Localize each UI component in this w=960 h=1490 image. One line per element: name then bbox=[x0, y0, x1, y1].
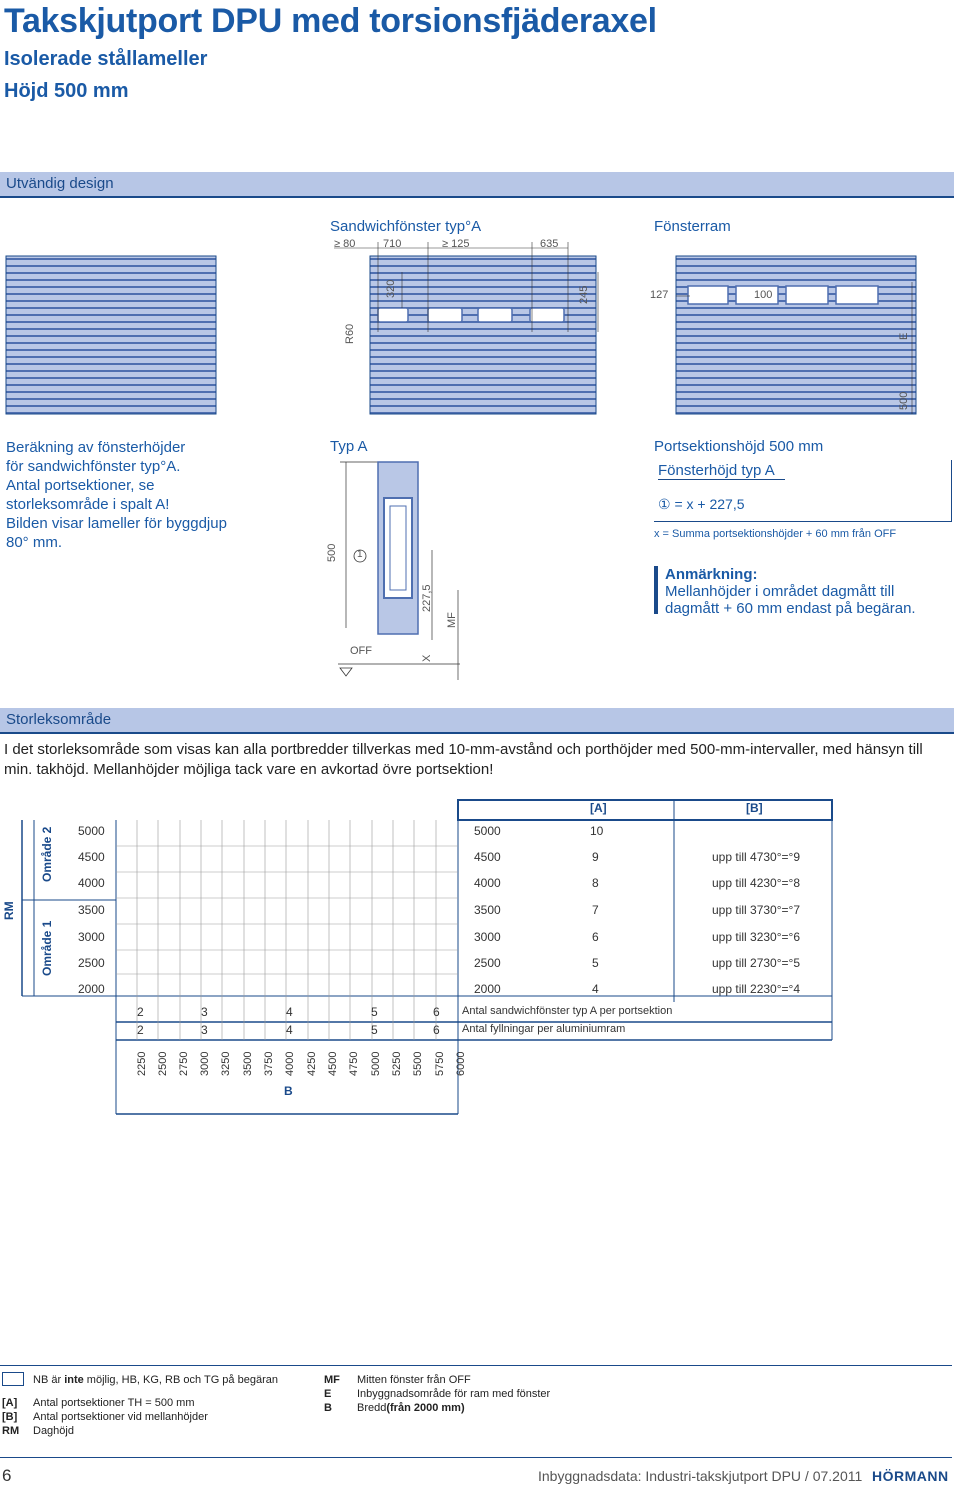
note-line-2: dagmått + 60 mm endast på begäran. bbox=[665, 600, 916, 617]
width-label: 4500 bbox=[327, 1051, 339, 1076]
width-label: 5750 bbox=[434, 1051, 446, 1076]
nb-note-pre: NB är bbox=[33, 1374, 65, 1386]
footer-divider bbox=[0, 1457, 952, 1458]
row-height: 4000 bbox=[78, 876, 105, 890]
size-description-line: I det storleksområde som visas kan alla portbredder tillverkas med 10-mm-avstånd och porthöjder med 500-mm-intervaller, med hänsyn till bbox=[4, 741, 923, 758]
omrade-2-label: Område 2 bbox=[40, 826, 54, 882]
sandwich-window-label: Sandwichfönster typ°A bbox=[330, 218, 482, 235]
row-height: 3000 bbox=[78, 930, 105, 944]
width-label: 5000 bbox=[370, 1051, 382, 1076]
row-b: upp till 2230°=°4 bbox=[712, 982, 800, 996]
footer-text: Inbyggnadsdata: Industri-takskjutport DPU / 07.2011 bbox=[538, 1468, 863, 1484]
row-height-right: 4000 bbox=[474, 876, 501, 890]
dim-710: 710 bbox=[383, 238, 402, 250]
calc-line: 80° mm. bbox=[6, 534, 63, 551]
typ-a-section-drawing bbox=[320, 450, 480, 680]
window-height-formula: ① = x + 227,5 bbox=[658, 496, 745, 512]
windows-count: 2 bbox=[137, 1005, 144, 1019]
width-label: 5500 bbox=[412, 1051, 424, 1076]
row-height: 2000 bbox=[78, 982, 105, 996]
row-height: 5000 bbox=[78, 824, 105, 838]
door-frame-panel bbox=[676, 256, 916, 414]
legend-value: Antal portsektioner TH = 500 mm bbox=[33, 1397, 195, 1409]
dim-125: ≥ 125 bbox=[442, 238, 470, 250]
width-axis-title: B bbox=[284, 1084, 293, 1098]
width-label: 2500 bbox=[157, 1051, 169, 1076]
legend-key: [A] bbox=[2, 1397, 18, 1409]
dim-100: 100 bbox=[754, 289, 773, 301]
dim-500: 500 bbox=[898, 391, 910, 410]
width-label: 6000 bbox=[455, 1051, 467, 1076]
size-section-bar bbox=[0, 708, 954, 734]
windows-label: Antal sandwichfönster typ A per portsektion bbox=[462, 1005, 673, 1017]
page-title: Takskjutport DPU med torsionsfjäderaxel bbox=[4, 2, 657, 40]
fills-count: 6 bbox=[433, 1023, 440, 1037]
dim-80: ≥ 80 bbox=[334, 238, 356, 250]
note-accent bbox=[654, 566, 658, 614]
row-height: 4500 bbox=[78, 850, 105, 864]
row-height-right: 4500 bbox=[474, 850, 501, 864]
calc-description bbox=[6, 438, 306, 552]
width-label: 3250 bbox=[220, 1051, 232, 1076]
row-b: upp till 3230°=°6 bbox=[712, 930, 800, 944]
section-dim-2275: 227,5 bbox=[421, 584, 433, 612]
dim-245: 245 bbox=[578, 285, 590, 304]
windows-count: 4 bbox=[286, 1005, 293, 1019]
section-x: X bbox=[421, 654, 433, 662]
fills-count: 4 bbox=[286, 1023, 293, 1037]
page-subtitle-2: Höjd 500 mm bbox=[4, 80, 129, 102]
hormann-logo: HÖRMANN bbox=[872, 1468, 949, 1484]
x-definition: x = Summa portsektionshöjder + 60 mm från OFF bbox=[654, 528, 897, 540]
row-a: 8 bbox=[592, 876, 599, 890]
legend-divider bbox=[0, 1365, 952, 1366]
windows-count: 3 bbox=[201, 1005, 208, 1019]
legend-value: Daghöjd bbox=[33, 1425, 74, 1437]
row-a: 5 bbox=[592, 956, 599, 970]
legend-value: Mitten fönster från OFF bbox=[357, 1374, 471, 1386]
dim-635: 635 bbox=[540, 238, 559, 250]
page-subtitle-1: Isolerade stållameller bbox=[4, 48, 208, 70]
design-section-bar bbox=[0, 172, 954, 198]
row-height-right: 3000 bbox=[474, 930, 501, 944]
legend-value: Inbyggnadsområde för ram med fönster bbox=[357, 1388, 551, 1400]
page-number: 6 bbox=[2, 1466, 12, 1485]
calc-line: Bilden visar lameller för byggdjup bbox=[6, 515, 227, 532]
legend-left bbox=[2, 1396, 208, 1438]
port-height-label: Portsektionshöjd 500 mm bbox=[654, 438, 824, 455]
note-title: Anmärkning: bbox=[665, 566, 758, 583]
width-label: 4000 bbox=[284, 1051, 296, 1076]
width-label: 5250 bbox=[391, 1051, 403, 1076]
width-label: 4250 bbox=[306, 1051, 318, 1076]
calc-line: storleksområde i spalt A! bbox=[6, 496, 170, 513]
width-label: 3000 bbox=[199, 1051, 211, 1076]
row-a: 10 bbox=[590, 824, 604, 838]
dim-r60: R60 bbox=[344, 323, 356, 344]
calc-line: Beräkning av fönsterhöjder bbox=[6, 439, 186, 456]
windows-count: 6 bbox=[433, 1005, 440, 1019]
section-off: OFF bbox=[350, 645, 372, 657]
fills-count: 5 bbox=[371, 1023, 378, 1037]
dim-127: 127 bbox=[650, 289, 669, 301]
dim-320: 320 bbox=[385, 279, 397, 298]
nb-box-icon bbox=[2, 1372, 24, 1386]
legend-key: B bbox=[324, 1402, 332, 1414]
rm-label: RM bbox=[2, 901, 16, 920]
row-height: 3500 bbox=[78, 903, 105, 917]
width-label: 2750 bbox=[178, 1051, 190, 1076]
row-height-right: 3500 bbox=[474, 903, 501, 917]
windows-count: 5 bbox=[371, 1005, 378, 1019]
width-label: 2250 bbox=[136, 1051, 148, 1076]
row-a: 4 bbox=[592, 982, 599, 996]
row-b: upp till 2730°=°5 bbox=[712, 956, 800, 970]
row-height-right: 2000 bbox=[474, 982, 501, 996]
door-design-drawings bbox=[0, 232, 960, 422]
window-frame-label: Fönsterram bbox=[654, 218, 731, 235]
col-b-header: [B] bbox=[746, 801, 763, 815]
nb-note-bold: inte bbox=[64, 1374, 84, 1386]
legend-key: [B] bbox=[2, 1411, 18, 1423]
legend-key: MF bbox=[324, 1374, 340, 1386]
nb-note-post: möjlig, HB, KG, RB och TG på begäran bbox=[83, 1374, 278, 1386]
row-a: 9 bbox=[592, 850, 599, 864]
legend-value-bold: (från 2000 mm) bbox=[386, 1402, 465, 1414]
col-a-header: [A] bbox=[590, 801, 607, 815]
calc-line: Antal portsektioner, se bbox=[6, 477, 155, 494]
fills-count: 3 bbox=[201, 1023, 208, 1037]
nb-note bbox=[33, 1373, 278, 1387]
design-section-title: Utvändig design bbox=[6, 175, 114, 192]
size-description-line: min. takhöjd. Mellanhöjder möjliga tack vare en avkortad övre portsektion! bbox=[4, 761, 494, 778]
row-b: upp till 4730°=°9 bbox=[712, 850, 800, 864]
row-height-right: 5000 bbox=[474, 824, 501, 838]
dim-e: E bbox=[898, 332, 910, 340]
width-label: 3750 bbox=[263, 1051, 275, 1076]
fills-count: 2 bbox=[137, 1023, 144, 1037]
section-dim-mf: MF bbox=[446, 612, 458, 628]
row-a: 7 bbox=[592, 903, 599, 917]
row-height: 2500 bbox=[78, 956, 105, 970]
legend-value: Antal portsektioner vid mellanhöjder bbox=[33, 1411, 208, 1423]
legend-right bbox=[324, 1373, 550, 1415]
row-b: upp till 3730°=°7 bbox=[712, 903, 800, 917]
window-height-box bbox=[654, 460, 952, 522]
note-line-1: Mellanhöjder i området dagmått till bbox=[665, 583, 895, 600]
door-plain-panel bbox=[6, 256, 216, 414]
calc-line: för sandwichfönster typ°A. bbox=[6, 458, 181, 475]
width-label: 4750 bbox=[348, 1051, 360, 1076]
size-section-title: Storleksområde bbox=[6, 711, 112, 728]
typ-a-label: Typ A bbox=[330, 438, 368, 455]
legend-key: E bbox=[324, 1388, 332, 1400]
door-sandwich-panel bbox=[370, 256, 596, 414]
row-b: upp till 4230°=°8 bbox=[712, 876, 800, 890]
window-height-title: Fönsterhöjd typ A bbox=[658, 462, 785, 480]
fills-label: Antal fyllningar per aluminiumram bbox=[462, 1023, 626, 1035]
row-a: 6 bbox=[592, 930, 599, 944]
omrade-1-label: Område 1 bbox=[40, 920, 54, 976]
width-label: 3500 bbox=[242, 1051, 254, 1076]
section-dim-500: 500 bbox=[326, 543, 338, 562]
size-description bbox=[4, 740, 954, 780]
legend-value: Bredd bbox=[357, 1402, 387, 1414]
row-height-right: 2500 bbox=[474, 956, 501, 970]
section-circle-1: 1 bbox=[357, 549, 363, 560]
legend-key: RM bbox=[2, 1425, 20, 1437]
